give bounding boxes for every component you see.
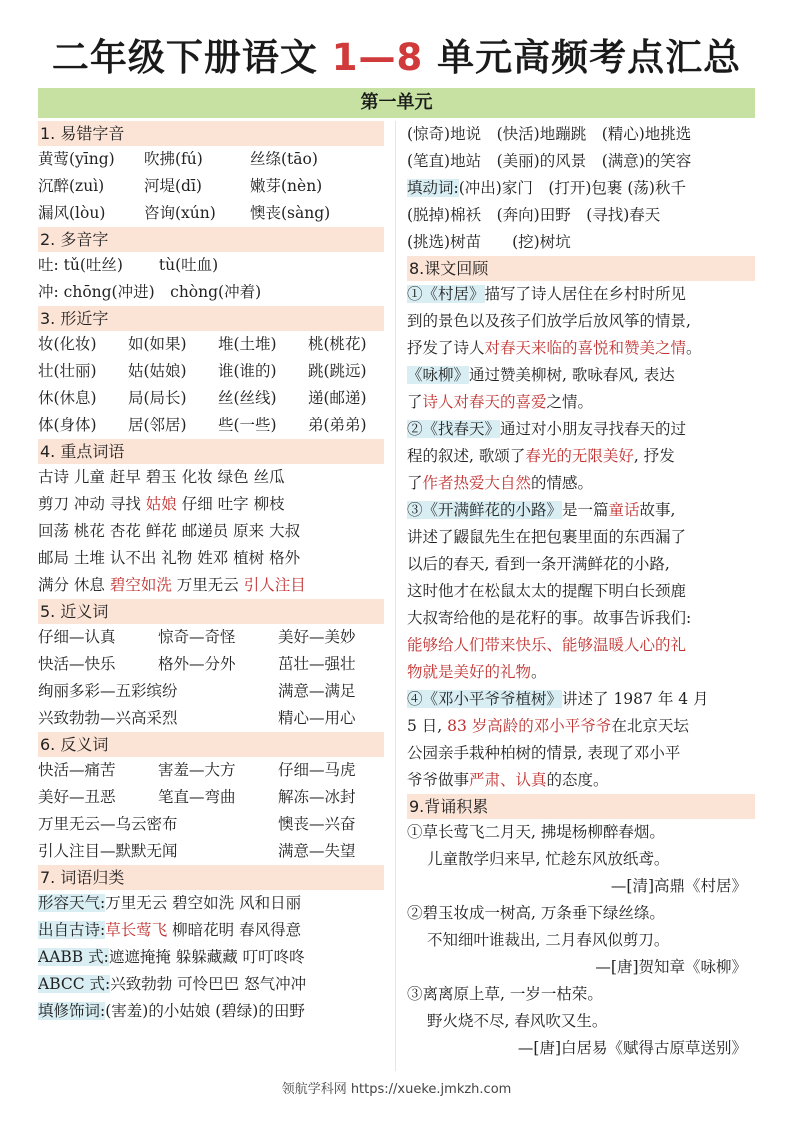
review-text: 这时他才在松鼠太太的提醒下明白长颈鹿 — [407, 582, 687, 600]
review-text: 抒发了诗人 — [407, 339, 485, 357]
synonym-item: 精心—用心 — [278, 709, 356, 727]
words-line: 回荡 桃花 杏花 鲜花 邮递员 原来 大叔 — [38, 522, 301, 540]
lesson-title: 《咏柳》 — [407, 366, 470, 384]
similar-char-item: 谁(谁的) — [218, 362, 277, 380]
category-line — [38, 917, 384, 944]
poem-line: 儿童散学归来早, 忙趁东风放纸鸢。 — [427, 850, 670, 868]
words-line — [38, 572, 384, 599]
antonym-row — [38, 811, 384, 838]
lesson-title: ③《开满鲜花的小路》 — [407, 501, 563, 519]
section-heading-6: 6. 反义词 — [38, 732, 384, 757]
category-label: 出自古诗: — [38, 921, 106, 939]
review-text: 到的景色以及孩子们放学后放风筝的情景, — [407, 312, 691, 330]
review-text: 爷爷做事 — [407, 771, 470, 789]
category-words: 柳暗花明 春风得意 — [167, 921, 302, 939]
synonym-row — [38, 624, 384, 651]
category-line — [38, 971, 384, 998]
review-text: 。 — [686, 339, 702, 357]
title-highlight: 1—8 — [331, 36, 424, 79]
review-line — [407, 470, 755, 497]
category-highlight: 草长莺飞 — [105, 921, 168, 939]
antonym-row — [38, 757, 384, 784]
antonym-item: 引人注目—默默无闻 — [38, 842, 178, 860]
lesson-title: ④《邓小平爷爷植树》 — [407, 690, 563, 708]
similar-char-item: 弟(弟弟) — [308, 416, 367, 434]
review-text: 以后的春天, 看到一条开满鲜花的小路, — [407, 555, 670, 573]
key-point-text: 对春天来临的喜悦和赞美之情 — [484, 339, 687, 357]
review-text: 5 日, — [407, 717, 448, 735]
similar-chars-list — [38, 331, 384, 439]
pronunciation-list — [38, 146, 384, 227]
synonym-item: 茁壮—强壮 — [278, 655, 356, 673]
section-heading-1: 1. 易错字音 — [38, 121, 384, 146]
similar-char-item: 桃(桃花) — [308, 335, 367, 353]
polyphone-line: 吐: tǔ(吐丝) tù(吐血) — [38, 256, 219, 274]
review-text: , 抒发 — [633, 447, 675, 465]
poem-source: —[唐]白居易《赋得古原草送别》 — [517, 1039, 747, 1057]
review-line — [407, 551, 755, 578]
review-text: 之情。 — [546, 393, 594, 411]
category-label: AABB 式: — [38, 948, 109, 966]
review-line — [407, 416, 755, 443]
category-words: (害羞)的小姑娘 (碧绿)的田野 — [105, 1002, 305, 1020]
review-line — [407, 632, 755, 659]
synonym-row — [38, 705, 384, 732]
pronunciation-item: 河堤(dī) — [144, 177, 202, 195]
pronunciation-item: 黄莺(yīng) — [38, 150, 115, 168]
category-label: 填动词: — [407, 179, 459, 197]
review-line — [407, 281, 755, 308]
poem-line: 野火烧不尽, 春风吹又生。 — [427, 1012, 608, 1030]
antonym-row — [38, 838, 384, 865]
review-text: 描写了诗人居住在乡村时所见 — [484, 285, 687, 303]
pronunciation-row — [38, 173, 384, 200]
review-line — [407, 578, 755, 605]
similar-char-item: 跳(跳远) — [308, 362, 367, 380]
pronunciation-item: 沉醉(zuì) — [38, 177, 105, 195]
similar-char-item: 居(邻居) — [128, 416, 187, 434]
words-line — [38, 491, 384, 518]
review-text: 程的叙述, 歌颂了 — [407, 447, 526, 465]
poem-source: —[唐]贺知章《咏柳》 — [595, 958, 747, 976]
review-line — [407, 497, 755, 524]
review-paragraph-2 — [407, 416, 755, 497]
review-line — [407, 443, 755, 470]
words-line: 古诗 儿童 赶早 碧玉 化妆 绿色 丝瓜 — [38, 468, 285, 486]
key-point-text: 能够给人们带来快乐、能够温暖人心的礼 — [407, 636, 687, 654]
review-text: 公园亲手栽种柏树的情景, 表现了邓小平 — [407, 744, 681, 762]
pronunciation-item: 丝绦(tāo) — [250, 150, 318, 168]
review-text: 大叔寄给他的是花籽的事。故事告诉我们: — [407, 609, 692, 627]
similar-char-row — [38, 358, 384, 385]
pronunciation-row — [38, 200, 384, 227]
similar-char-item: 些(一些) — [218, 416, 277, 434]
similar-char-item: 壮(壮丽) — [38, 362, 97, 380]
modifier-line: (笔直)地站 (美丽)的风景 (满意)的笑容 — [407, 152, 692, 170]
review-paragraph-4 — [407, 686, 755, 794]
lesson-title: ②《找春天》 — [407, 420, 501, 438]
pronunciation-item: 漏风(lòu) — [38, 204, 106, 222]
footer-url: 领航学科网 https://xueke.jmkzh.com — [281, 1082, 512, 1097]
similar-char-row — [38, 385, 384, 412]
review-text: 通过对小朋友寻找春天的过 — [500, 420, 687, 438]
section-heading-8: 8.课文回顾 — [407, 256, 755, 281]
synonym-item: 快活—快乐 — [38, 655, 116, 673]
antonym-row — [38, 784, 384, 811]
modifier-line: (惊奇)地说 (快活)地蹦跳 (精心)地挑选 — [407, 125, 692, 143]
words-highlight: 碧空如洗 — [109, 576, 172, 594]
words-text: 仔细 吐字 柳枝 — [176, 495, 285, 513]
review-line — [407, 740, 755, 767]
antonym-item: 解冻—冰封 — [278, 788, 356, 806]
review-line — [407, 389, 755, 416]
unit-header: 第一单元 — [38, 88, 755, 118]
category-words: 万里无云 碧空如洗 风和日丽 — [105, 894, 302, 912]
similar-char-item: 如(如果) — [128, 335, 187, 353]
review-paragraph-1 — [407, 281, 755, 416]
review-text: 。 — [531, 663, 547, 681]
key-point-text: 作者热爱大自然 — [422, 474, 532, 492]
category-label: ABCC 式: — [38, 975, 111, 993]
review-text: 的情感。 — [531, 474, 594, 492]
review-text: 了 — [407, 393, 423, 411]
key-point-text: 童话 — [608, 501, 640, 519]
review-line — [407, 308, 755, 335]
review-line — [407, 713, 755, 740]
left-column — [38, 121, 384, 1025]
words-highlight: 引人注目 — [243, 576, 306, 594]
pronunciation-item: 咨询(xún) — [144, 204, 216, 222]
antonym-item: 笔直—弯曲 — [158, 788, 236, 806]
synonym-item: 兴致勃勃—兴高采烈 — [38, 709, 178, 727]
synonym-row — [38, 651, 384, 678]
poem-line: ③离离原上草, 一岁一枯荣。 — [407, 985, 603, 1003]
right-column — [407, 121, 755, 1062]
similar-char-item: 体(身体) — [38, 416, 97, 434]
similar-char-item: 妆(化妆) — [38, 335, 97, 353]
similar-char-item: 休(休息) — [38, 389, 97, 407]
category-label: 形容天气: — [38, 894, 106, 912]
review-text: 在北京天坛 — [611, 717, 689, 735]
title-prefix: 二年级下册语文 — [51, 36, 332, 79]
pronunciation-row — [38, 146, 384, 173]
words-text: 满分 休息 — [38, 576, 110, 594]
verb-line — [407, 175, 755, 202]
antonym-list — [38, 757, 384, 865]
section-heading-4: 4. 重点词语 — [38, 439, 384, 464]
words-line: 邮局 土堆 认不出 礼物 姓邓 植树 格外 — [38, 549, 301, 567]
key-point-text: 83 岁高龄的邓小平爷爷 — [447, 717, 612, 735]
poem-line: 不知细叶谁裁出, 二月春风似剪刀。 — [427, 931, 670, 949]
section-heading-7: 7. 词语归类 — [38, 865, 384, 890]
similar-char-item: 姑(姑娘) — [128, 362, 187, 380]
lesson-title: ①《村居》 — [407, 285, 485, 303]
review-line — [407, 659, 755, 686]
synonym-item: 仔细—认真 — [38, 628, 116, 646]
review-line — [407, 605, 755, 632]
category-words: (冲出)家门 (打开)包裹 (荡)秋千 — [458, 179, 686, 197]
synonym-item: 满意—满足 — [278, 682, 356, 700]
review-line — [407, 524, 755, 551]
antonym-item: 仔细—马虎 — [278, 761, 356, 779]
key-point-text: 春光的无限美好 — [525, 447, 634, 465]
review-text: 了 — [407, 474, 423, 492]
key-point-text: 诗人对春天的喜爱 — [422, 393, 547, 411]
category-line — [38, 998, 384, 1025]
review-line — [407, 686, 755, 713]
pronunciation-item: 吹拂(fú) — [144, 150, 203, 168]
similar-char-item: 堆(土堆) — [218, 335, 277, 353]
polyphone-line: 冲: chōng(冲进) chòng(冲着) — [38, 283, 262, 301]
category-words: 兴致勃勃 可怜巴巴 怒气冲冲 — [110, 975, 307, 993]
synonym-item: 绚丽多彩—五彩缤纷 — [38, 682, 178, 700]
words-text: 剪刀 冲动 寻找 — [38, 495, 146, 513]
similar-char-item: 丝(丝线) — [218, 389, 277, 407]
review-line — [407, 767, 755, 794]
antonym-item: 满意—失望 — [278, 842, 356, 860]
review-paragraph-3 — [407, 497, 755, 686]
key-point-text: 物就是美好的礼物 — [407, 663, 532, 681]
similar-char-item: 局(局长) — [128, 389, 187, 407]
category-label: 填修饰词: — [38, 1002, 106, 1020]
similar-char-row — [38, 331, 384, 358]
pronunciation-item: 嫩芽(nèn) — [250, 177, 323, 195]
poem-line: ②碧玉妆成一树高, 万条垂下绿丝绦。 — [407, 904, 665, 922]
category-line — [38, 890, 384, 917]
poem-line: ①草长莺飞二月天, 拂堤杨柳醉春烟。 — [407, 823, 665, 841]
review-text: 讲述了鼹鼠先生在把包裹里面的东西漏了 — [407, 528, 687, 546]
review-text: 是一篇 — [562, 501, 609, 519]
review-text: 讲述了 1987 年 4 月 — [562, 690, 709, 708]
antonym-item: 害羞—大方 — [158, 761, 236, 779]
section-heading-3: 3. 形近字 — [38, 306, 384, 331]
synonym-item: 惊奇—奇怪 — [158, 628, 236, 646]
words-text: 万里无云 — [171, 576, 244, 594]
verb-line: (挑选)树苗 (挖)树坑 — [407, 233, 571, 251]
antonym-item: 美好—丑恶 — [38, 788, 116, 806]
synonym-item: 美好—美妙 — [278, 628, 356, 646]
synonym-item: 格外—分外 — [158, 655, 236, 673]
category-line — [38, 944, 384, 971]
review-line — [407, 362, 755, 389]
section-heading-5: 5. 近义词 — [38, 599, 384, 624]
page-title — [0, 32, 793, 84]
synonym-row — [38, 678, 384, 705]
section-heading-2: 2. 多音字 — [38, 227, 384, 252]
column-divider — [395, 121, 396, 1071]
key-point-text: 严肃、认真 — [469, 771, 547, 789]
words-highlight: 姑娘 — [145, 495, 177, 513]
review-text: 通过赞美柳树, 歌咏春风, 表达 — [469, 366, 675, 384]
similar-char-row — [38, 412, 384, 439]
antonym-item: 懊丧—兴奋 — [278, 815, 356, 833]
poem-source: —[清]高鼎《村居》 — [610, 877, 747, 895]
synonym-list — [38, 624, 384, 732]
review-line — [407, 335, 755, 362]
section-heading-9: 9.背诵积累 — [407, 794, 755, 819]
pronunciation-item: 懊丧(sàng) — [250, 204, 331, 222]
review-text: 故事, — [639, 501, 676, 519]
review-text: 的态度。 — [546, 771, 609, 789]
title-suffix: 单元高频考点汇总 — [423, 36, 742, 79]
similar-char-item: 递(邮递) — [308, 389, 367, 407]
antonym-item: 快活—痛苦 — [38, 761, 116, 779]
antonym-item: 万里无云—乌云密布 — [38, 815, 178, 833]
verb-line: (脱掉)棉袄 (奔向)田野 (寻找)春天 — [407, 206, 661, 224]
category-words: 遮遮掩掩 躲躲藏藏 叮叮咚咚 — [108, 948, 305, 966]
